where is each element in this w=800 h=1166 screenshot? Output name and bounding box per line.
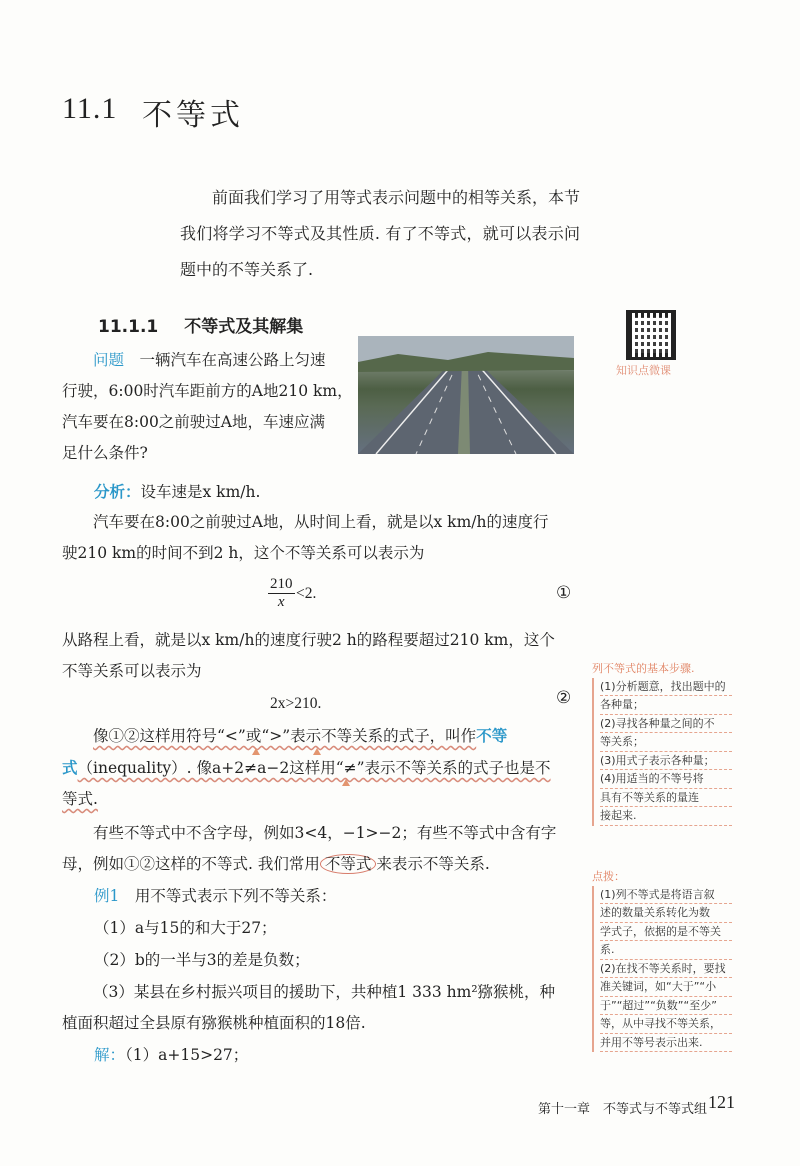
subsection-title — [98, 312, 303, 337]
definition-line-2: （inequality）. 像a+2≠a−2这样用“≠”表示不等关系的式子也是不 — [77, 759, 551, 777]
example-item-3-line-1: （3）某县在乡村振兴项目的援助下，共种植1 333 hm²猕猴桃，种 — [93, 983, 556, 1001]
fraction-numerator: 210 — [270, 576, 293, 592]
side-note-steps-line: (3)用式子表示各种量； — [600, 752, 732, 771]
time-paragraph — [62, 507, 576, 569]
side-note-steps-line: (1)分析题意，找出题中的 — [600, 678, 732, 697]
side-note-steps-line: 等关系； — [600, 733, 732, 752]
solution-line — [94, 1040, 248, 1071]
problem-label: 问题 — [93, 351, 125, 369]
side-note-tips-line: 等，从中寻找不等关系， — [600, 1015, 732, 1034]
side-note-steps-head: 列不等式的基本步骤. — [592, 662, 695, 675]
subsection-name: 不等式及其解集 — [184, 317, 304, 337]
pointer-triangle-1 — [252, 748, 260, 755]
side-note-tips-line: (1)列不等式是将语言叙 — [600, 886, 732, 905]
side-note-steps-line: 各种量； — [600, 696, 732, 715]
side-note-steps-line: 具有不等关系的量连 — [600, 789, 732, 808]
distance-line-1: 从路程上看，就是以x km/h的速度行驶2 h的路程要超过210 km，这个 — [62, 631, 555, 649]
example-label: 例1 — [94, 887, 120, 905]
pointer-triangle-2 — [313, 748, 321, 755]
qr-code-icon[interactable] — [626, 310, 676, 360]
example-prompt — [94, 881, 336, 912]
definition-line-1: 像①②这样用符号“<”或“>”表示不等关系的式子，叫作 — [93, 727, 477, 745]
side-note-tips — [592, 868, 732, 1052]
example-item-2: （2）b的一半与3的差是负数； — [94, 951, 310, 969]
definition-paragraph — [62, 720, 576, 815]
example-prompt-text: 用不等式表示下列不等关系： — [134, 887, 337, 905]
side-note-tips-line: 系. — [600, 941, 732, 960]
no-letter-line-1: 有些不等式中不含字母，例如3<4，−1>−2；有些不等式中含有字 — [93, 824, 557, 842]
equation-mark-1: ① — [556, 583, 572, 603]
side-note-tips-line: 学式子，依据的是不等关 — [600, 923, 732, 942]
problem-line-2: 行驶，6:00时汽车距前方的A地210 km， — [62, 382, 353, 400]
example-item-3-line-2: 植面积超过全县原有猕猴桃种植面积的18倍. — [62, 1014, 366, 1032]
fraction-210-over-x — [268, 576, 295, 611]
distance-line-2: 不等关系可以表示为 — [62, 662, 202, 680]
circled-term: 不等式 — [320, 854, 377, 874]
side-note-steps-line: 接起来. — [600, 807, 732, 826]
no-letter-line-2b: 来表示不等关系. — [376, 855, 490, 873]
no-letter-line-2a: 母，例如①②这样的不等式. 我们常用 — [62, 855, 320, 873]
pointer-triangle-3 — [342, 779, 350, 786]
problem-block — [62, 345, 354, 469]
definition-line-3: 等式. — [62, 790, 98, 808]
side-note-steps-line: (2)寻找各种量之间的不 — [600, 715, 732, 734]
side-note-tips-line: 准关键词，如“大于”“小 — [600, 978, 732, 997]
problem-line-4: 足什么条件? — [62, 444, 148, 462]
side-note-tips-line: 并用不等号表示出来. — [600, 1034, 732, 1053]
side-note-tips-head: 点拨： — [592, 870, 625, 883]
side-note-steps — [592, 660, 732, 826]
solution-text: （1）a+15>27； — [125, 1046, 249, 1064]
page-number: 121 — [708, 1092, 735, 1112]
footer-chapter: 第十一章 不等式与不等式组 — [538, 1102, 708, 1117]
solution-label: 解： — [94, 1046, 126, 1064]
term-inequality-b: 式 — [62, 758, 78, 777]
subsection-number: 11.1.1 — [98, 317, 159, 337]
highway-photo — [358, 336, 574, 454]
equation-mark-2: ② — [556, 688, 572, 708]
example-item-1: （1）a与15的和大于27； — [94, 919, 277, 937]
analysis-label: 分析： — [94, 482, 141, 501]
distance-paragraph — [62, 625, 576, 687]
time-line-2: 驶210 km的时间不到2 h，这个不等关系可以表示为 — [62, 544, 425, 562]
side-note-tips-line: (2)在找不等关系时，要找 — [600, 960, 732, 979]
side-note-tips-line: 述的数量关系转化为数 — [600, 904, 732, 923]
inequality-1-rest: <2. — [296, 585, 317, 602]
side-note-tips-line: 于”“超过”“负数”“至少” — [600, 997, 732, 1016]
analysis-text: 设车速是x km/h. — [140, 483, 261, 501]
qr-label: 知识点微课 — [616, 364, 671, 377]
page-title: 不等式 — [142, 98, 244, 133]
inequality-2: 2x>210. — [270, 695, 322, 712]
example-item-3 — [62, 977, 576, 1039]
intro-paragraph: 前面我们学习了用等式表示问题中的相等关系，本节我们将学习不等式及其性质. 有了不等式，就可以表示问题中的不等关系了. — [180, 188, 581, 279]
fraction-denominator: x — [277, 594, 285, 610]
time-line-1: 汽车要在8:00之前驶过A地，从时间上看，就是以x km/h的速度行 — [93, 513, 549, 531]
term-inequality-a: 不等 — [476, 726, 508, 745]
side-note-steps-line: (4)用适当的不等号将 — [600, 770, 732, 789]
analysis-line — [94, 476, 260, 508]
problem-line-3: 汽车要在8:00之前驶过A地，车速应满 — [62, 413, 326, 431]
no-letter-paragraph — [62, 818, 576, 880]
problem-line-1: 一辆汽车在高速公路上匀速 — [139, 351, 326, 369]
section-number: 11.1 — [62, 92, 118, 125]
